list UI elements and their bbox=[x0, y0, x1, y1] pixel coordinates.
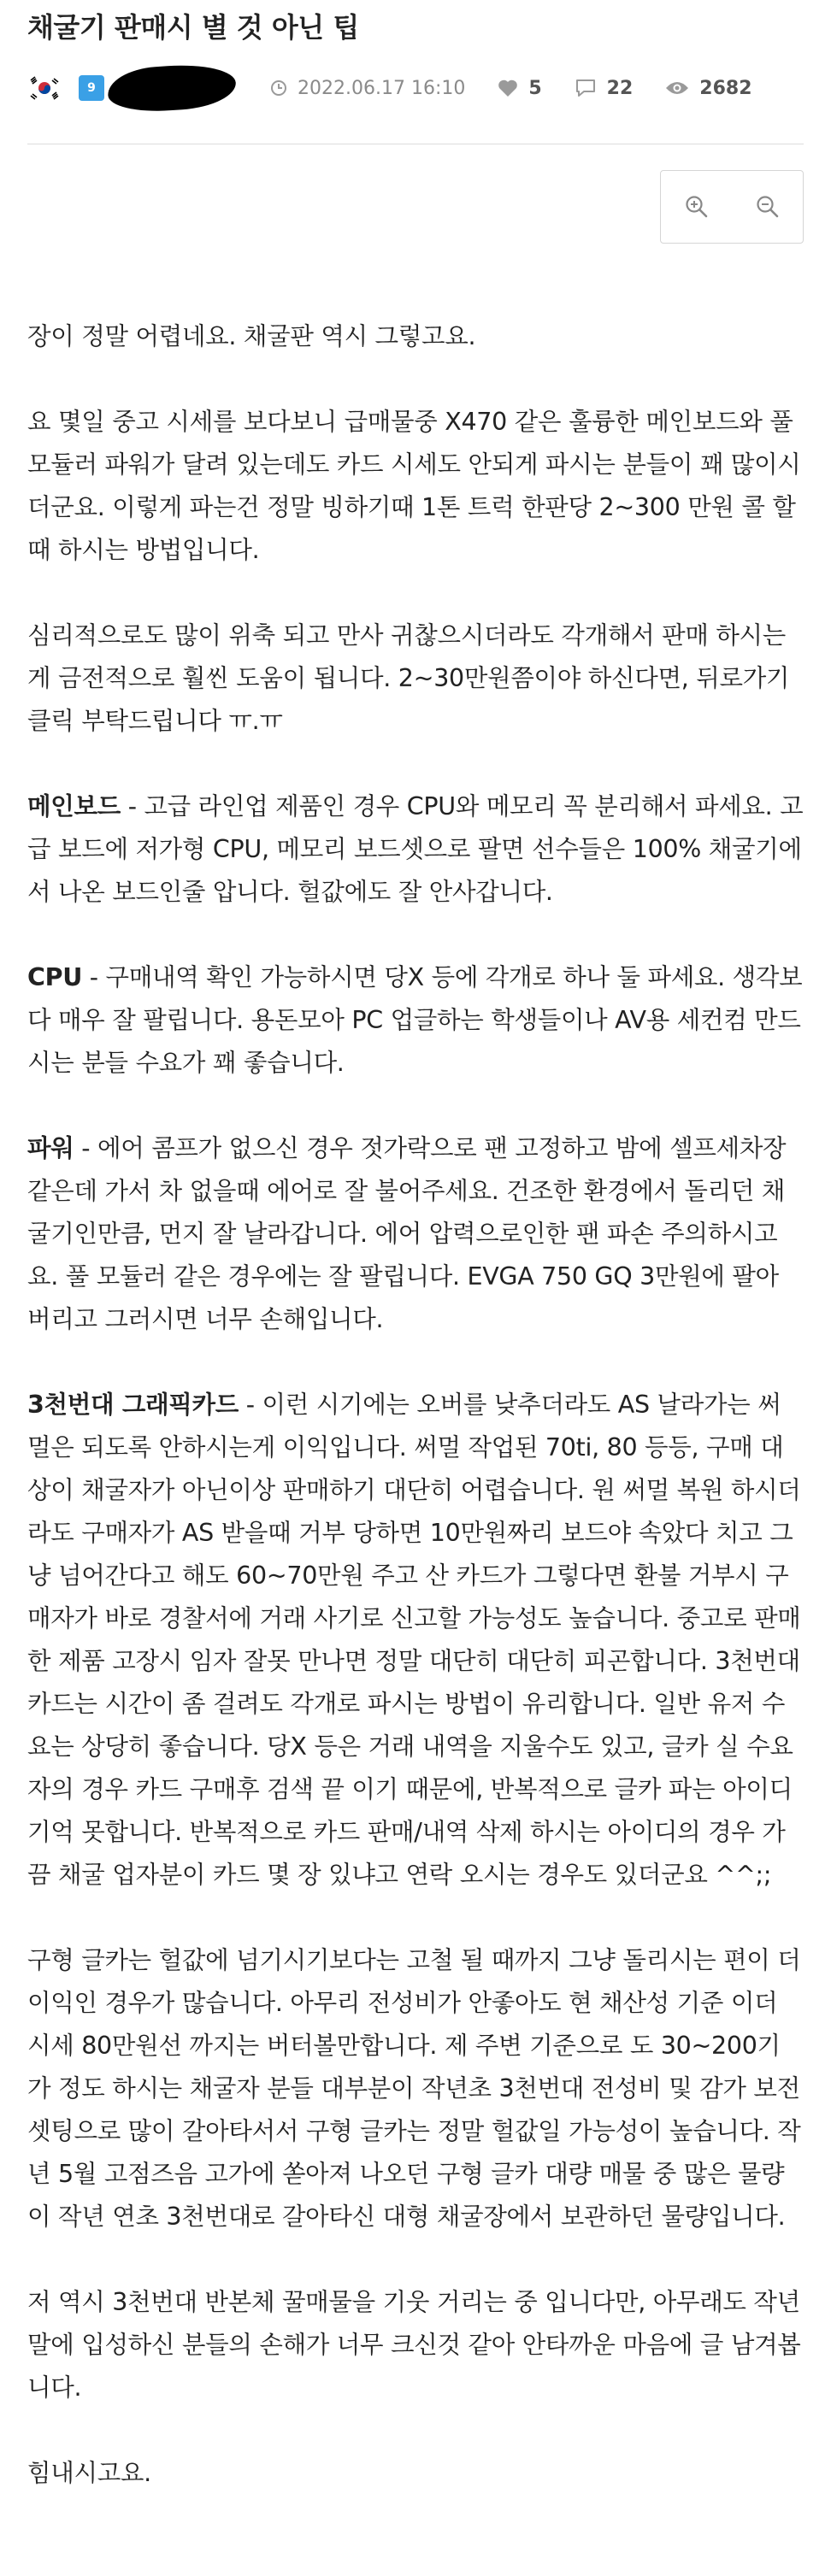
eye-icon bbox=[665, 79, 689, 97]
section-label-power: 파워 bbox=[27, 1134, 74, 1162]
paragraph-text: - 구매내역 확인 가능하시면 당X 등에 각개로 하나 둘 파세요. 생각보다 매우 잘 팔립니다. 용돈모아 PC 업글하는 학생들이나 AV용 세컨컴 만드시는 분들 수요가 꽤 좋습니다. bbox=[27, 963, 803, 1077]
clock-icon bbox=[270, 79, 287, 97]
section-label-gpu: 3천번대 그래픽카드 bbox=[27, 1391, 239, 1419]
paragraph: 구형 글카는 헐값에 넘기시기보다는 고철 될 때까지 그냥 돌리시는 편이 더 이익인 경우가 많습니다. 아무리 전성비가 안좋아도 현 채산성 기준 이더 시세 80만원선 까지는 버터볼만합니다. 제 주변 기준으로 도 30~200기가 정도 하시는 채굴자 분들 대부분이 작년초 3천번대 전성비 및 감가 보전 셋팅으로 많이 갈아타서서 구형 글카는 정말 헐값일 가능성이 높습니다. 작년 5월 고점즈음 고가에 쏟아져 나오던 구형 글카 대량 매물 중 많은 물량이 작년 연초 3천번대로 갈아타신 대형 채굴장에서 보관하던 물량입니다. bbox=[27, 1946, 801, 2231]
comment-icon bbox=[575, 78, 597, 98]
paragraph: 힘내시고요. bbox=[27, 2459, 151, 2487]
post-meta bbox=[27, 58, 804, 118]
post-title: 채굴기 판매시 별 것 아닌 팁 bbox=[27, 11, 359, 44]
heart-icon bbox=[498, 79, 518, 97]
paragraph-text: - 이런 시기에는 오버를 낮추더라도 AS 날라가는 써멀은 되도록 안하시는게 이익입니다. 써멀 작업된 70ti, 80 등등, 구매 대상이 채굴자가 아닌이상 판매하기 대단히 어렵습니다. 원 써멀 복원 하시더라도 구매자가 AS 받을때 거부 당하면 10만원짜리 보드야 속았다 치고 그냥 넘어간다고 해도 60~70만원 주고 산 카드가 그렇다면 환불 거부시 구매자가 바로 경찰서에 거래 사기로 신고할 가능성도 높습니다. 중고로 판매한 제품 고장시 임자 잘못 만나면 정말 대단히 대단히 피곤합니다. 3천번대 카드는 시간이 좀 걸려도 각개로 파시는 방법이 유리합니다. 일반 유저 수요는 상당히 좋습니다. 당X 등은 거래 내역을 지울수도 있고, 글카 실 수요자의 경우 카드 구매후 검색 끝 이기 때문에, 반복적으로 글카 파는 아이디 기억 못합니다. 반복적으로 카드 판매/내역 삭제 하시는 아이디의 경우 가끔 채굴 업자분이 카드 몇 장 있냐고 연락 오시는 경우도 있더군요 ^^;; bbox=[27, 1391, 801, 1889]
paragraph-text: - 에어 콤프가 없으신 경우 젓가락으로 팬 고정하고 밤에 셀프세차장 같은데 가서 차 없을때 에어로 잘 불어주세요. 건조한 환경에서 돌리던 채굴기인만큼, 먼지 잘 날라갑니다. 에어 압력으로인한 팬 파손 주의하시고요. 풀 모듈러 같은 경우에는 잘 팔립니다. EVGA 750 GQ 3만원에 팔아 버리고 그러시면 너무 손해입니다. bbox=[27, 1134, 787, 1333]
zoom-out-icon[interactable] bbox=[751, 190, 785, 224]
level-badge: 9 bbox=[79, 75, 104, 101]
section-label-cpu: CPU bbox=[27, 963, 83, 991]
paragraph-gpu bbox=[27, 1384, 804, 1897]
post-date bbox=[270, 78, 465, 99]
like-count[interactable] bbox=[498, 78, 541, 99]
paragraph-mainboard bbox=[27, 785, 804, 914]
paragraph: 심리적으로도 많이 위축 되고 만사 귀찮으시더라도 각개해서 판매 하시는게 금전적으로 훨씬 도움이 됩니다. 2~30만원쯤이야 하신다면, 뒤로가기 클릭 부탁드립니다 ㅠ.ㅠ bbox=[27, 621, 790, 735]
zoom-controls bbox=[660, 170, 804, 244]
section-label-mainboard: 메인보드 bbox=[27, 792, 121, 820]
paragraph: 요 몇일 중고 시세를 보다보니 급매물중 X470 같은 훌륭한 메인보드와 풀모듈러 파워가 달려 있는데도 카드 시세도 안되게 파시는 분들이 꽤 많이시더군요. 이렇게 파는건 정말 빙하기때 1톤 트럭 한판당 2~300 만원 콜 할때 하시는 방법입니다. bbox=[27, 408, 801, 564]
post-body bbox=[27, 315, 804, 2495]
post-date-text: 2022.06.17 16:10 bbox=[298, 77, 466, 99]
zoom-toolbar bbox=[27, 170, 804, 244]
korea-flag-icon bbox=[27, 76, 62, 100]
like-count-value: 5 bbox=[528, 77, 542, 99]
paragraph: 저 역시 3천번대 반본체 꿀매물을 기웃 거리는 중 입니다만, 아무래도 작년 말에 입성하신 분들의 손해가 너무 크신것 같아 안타까운 마음에 글 남겨봅니다. bbox=[27, 2288, 801, 2402]
comment-count-value: 22 bbox=[606, 77, 634, 99]
view-count bbox=[665, 78, 751, 99]
author-name-redacted[interactable] bbox=[106, 62, 237, 115]
comment-count[interactable] bbox=[575, 78, 634, 99]
paragraph-cpu bbox=[27, 956, 804, 1085]
paragraph-text: - 고급 라인업 제품인 경우 CPU와 메모리 꼭 분리해서 파세요. 고급 보드에 저가형 CPU, 메모리 보드셋으로 팔면 선수들은 100% 채굴기에서 나온 보드인줄 압니다. 헐값에도 잘 안사갑니다. bbox=[27, 792, 804, 906]
paragraph: 장이 정말 어렵네요. 채굴판 역시 그렇고요. bbox=[27, 322, 476, 350]
zoom-in-icon[interactable] bbox=[680, 190, 714, 224]
paragraph-power bbox=[27, 1127, 804, 1341]
view-count-value: 2682 bbox=[699, 77, 752, 99]
